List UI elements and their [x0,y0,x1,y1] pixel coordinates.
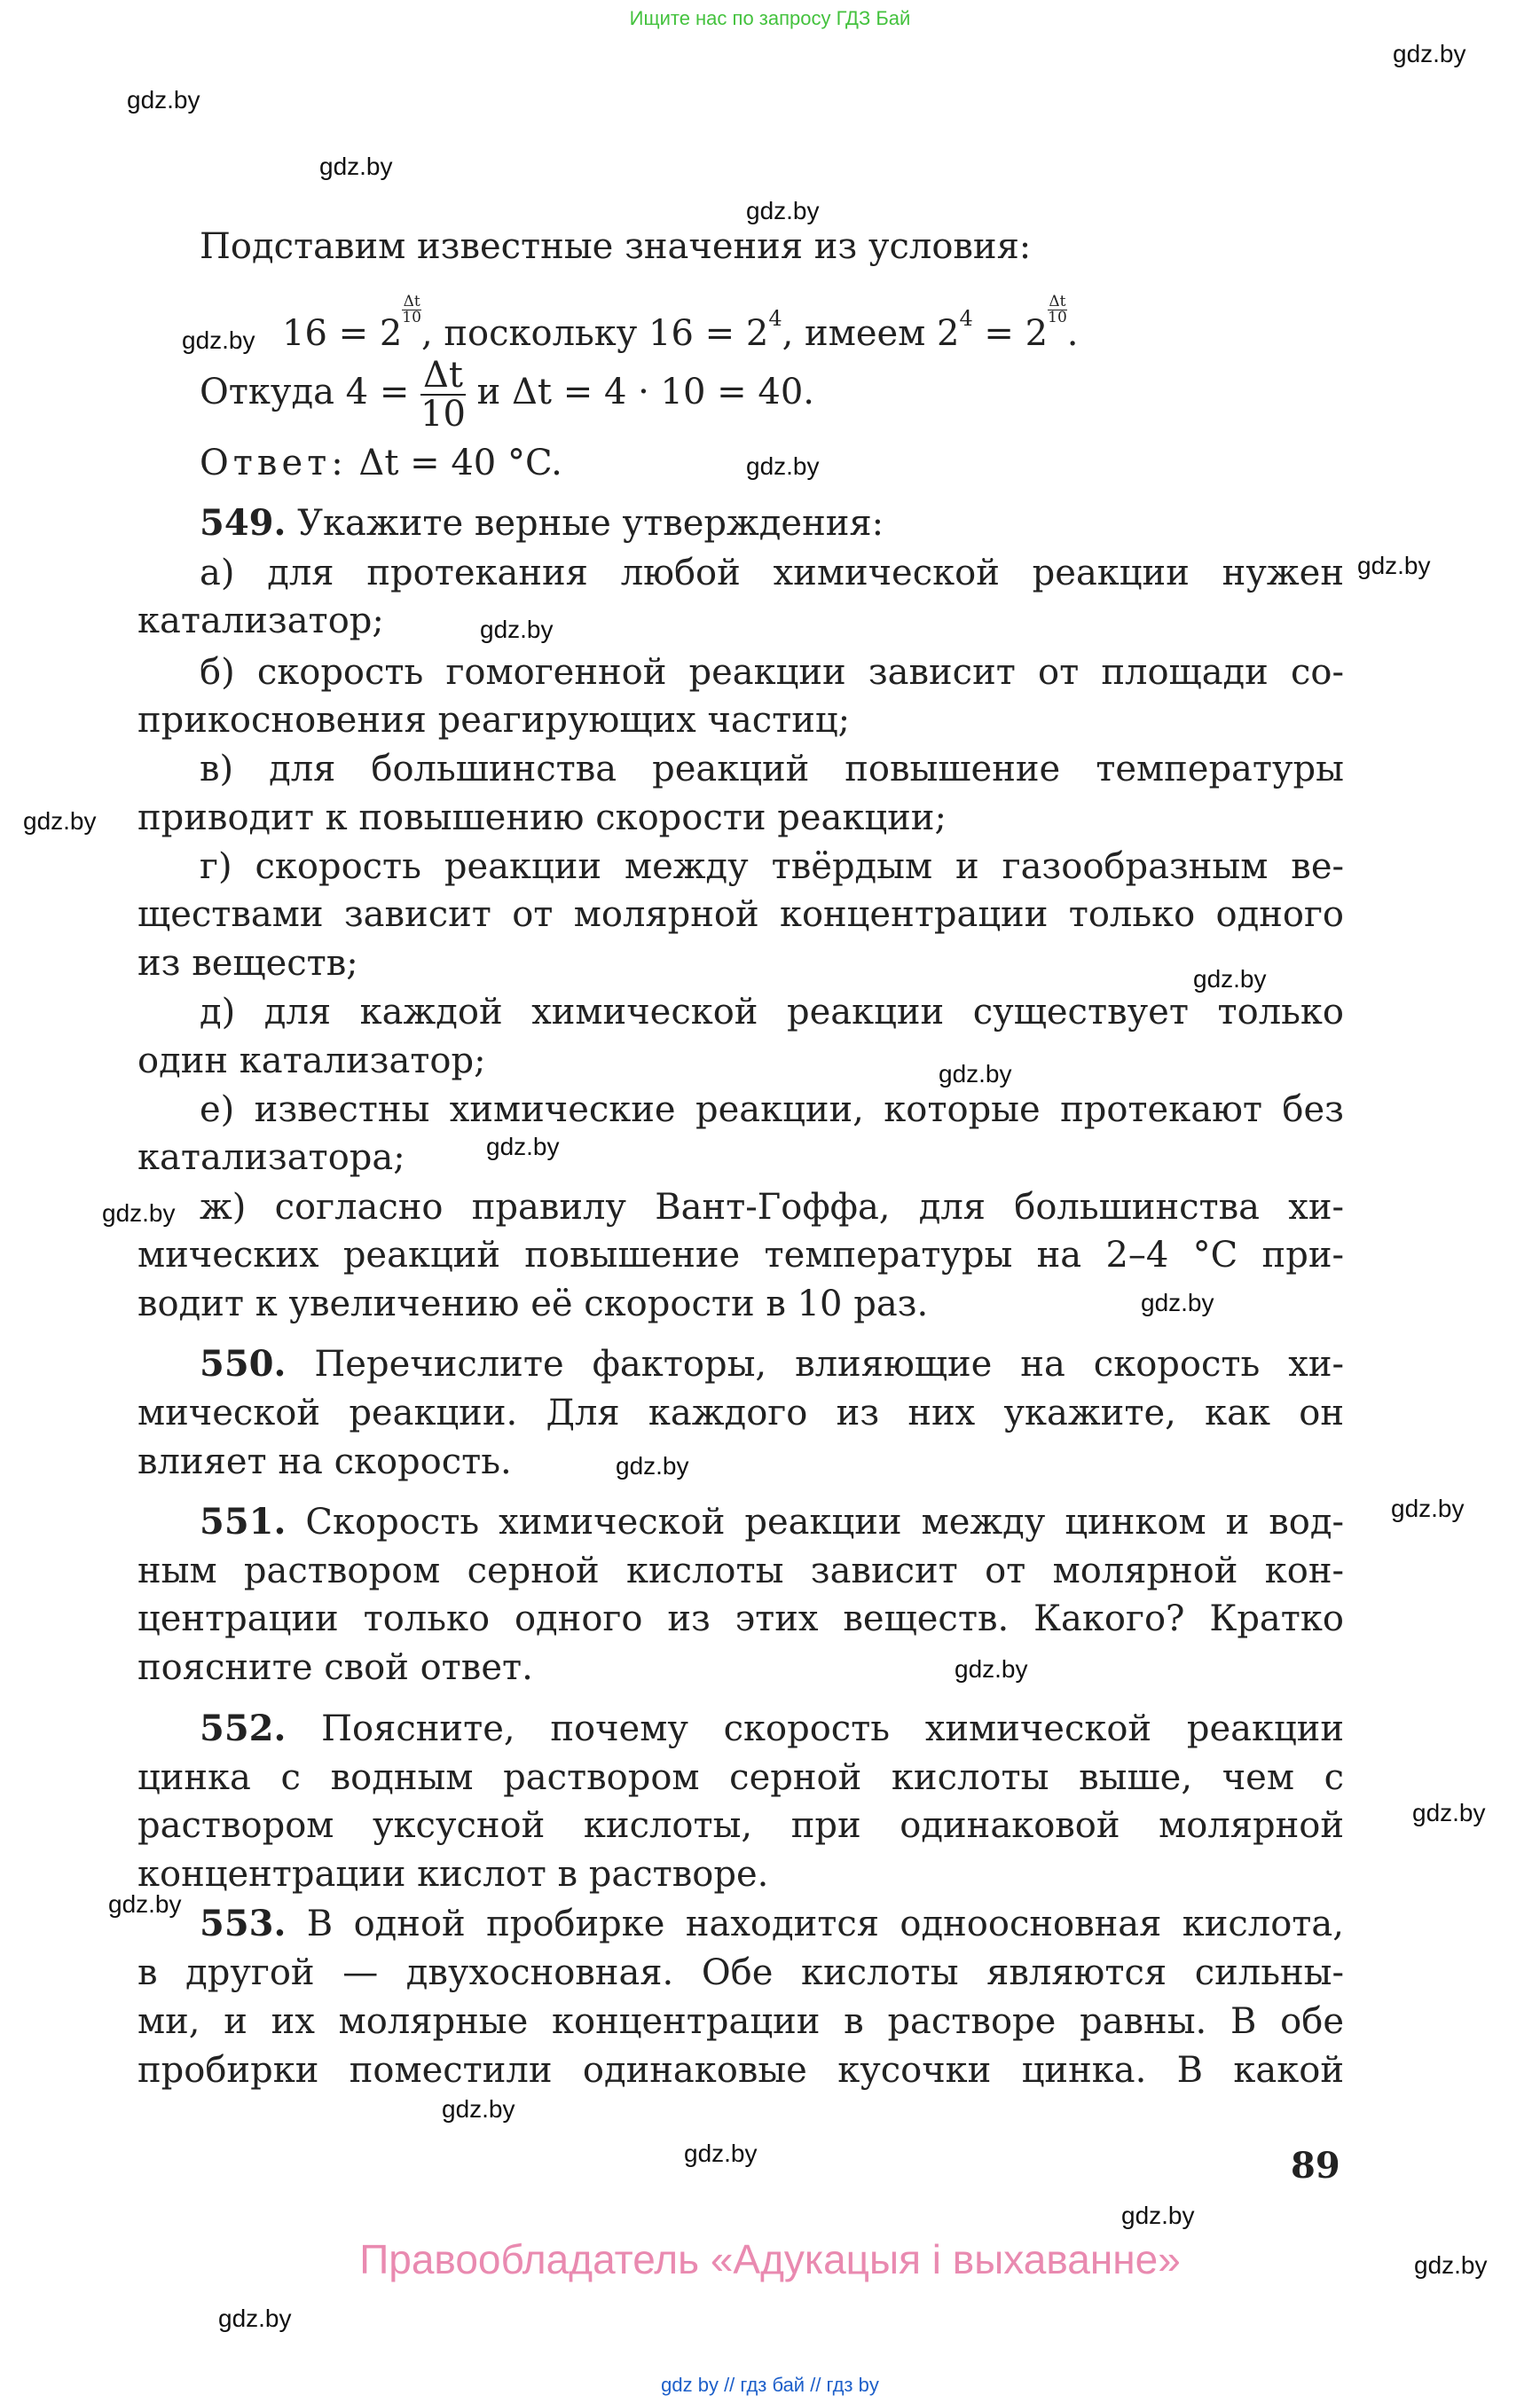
formula-part: , имеем 2 [782,313,960,354]
q551-line: поясните свой ответ. [138,1647,533,1688]
q553-first-line [200,1903,1344,1945]
watermark: gdz.by [1357,552,1431,579]
formula-line-2 [200,348,1344,436]
watermark: gdz.by [616,1452,689,1480]
question-text: Поясните, почему скорость химической реакции [286,1708,1344,1749]
formula-part: = 2 [972,313,1049,354]
watermark: gdz.by [939,1060,1012,1088]
answer-value: Δt = 40 °C. [347,443,562,483]
watermark: gdz.by [319,153,393,180]
watermark: gdz.by [1141,1289,1214,1316]
q552-line: раствором уксусной кислоты, при одинаковой молярной [138,1805,1344,1846]
watermark: gdz.by [182,326,255,354]
q549-line: в) для большинства реакций повышение температуры [200,749,1344,789]
copyright-notice: Правообладатель «Адукацыя і выхаванне» [359,2236,1181,2282]
q549-line: ж) согласно правилу Вант-Гоффа, для большинства хи- [200,1187,1344,1228]
watermark: gdz.by [1393,40,1466,67]
watermark: gdz.by [108,1890,182,1918]
watermark: gdz.by [102,1199,176,1227]
q549-line: д) для каждой химической реакции существует только [200,992,1344,1033]
question-text: Скорость химической реакции между цинком и вод- [286,1502,1344,1543]
fraction-numerator: Δt [420,357,466,396]
q550-line: влияет на скорость. [138,1441,512,1482]
q549-line: из веществ; [138,943,358,984]
q551-line: ным раствором серной кислоты зависит от молярной кон- [138,1551,1344,1591]
page-number: 89 [1291,2145,1340,2187]
question-title: Укажите верные утверждения: [286,503,884,544]
q549-line: приводит к повышению скорости реакции; [138,797,947,838]
question-number: 553. [200,1903,287,1944]
superscript-fraction [402,294,421,326]
q549-line: а) для протекания любой химической реакции нужен [200,553,1344,593]
fraction-denominator: 10 [420,394,466,435]
q551-line: центрации только одного из этих веществ. Какого? Кратко [138,1598,1344,1639]
fraction [420,357,466,433]
bottom-banner[interactable]: gdz by // гдз бай // гдз by [661,2374,879,2396]
question-number: 551. [200,1501,287,1543]
q551-first-line [200,1501,1344,1543]
q553-line: в другой — двухосновная. Обе кислоты являются сильны- [138,1952,1344,1993]
q549-line: один катализатор; [138,1041,486,1081]
q549-line: катализатора; [138,1137,405,1178]
sup-num: Δt [1049,293,1066,310]
sup-den: 10 [1048,309,1067,326]
q549-line: катализатор; [138,601,384,641]
q553-line: пробирки поместили одинаковые кусочки цинка. В какой [138,2050,1344,2091]
watermark: gdz.by [486,1133,560,1160]
q549-line: г) скорость реакции между твёрдым и газообразным ве- [200,846,1344,887]
q549-line: е) известны химические реакции, которые протекают без [200,1089,1344,1130]
q549-title [200,502,1344,545]
watermark: gdz.by [1414,2251,1488,2279]
watermark: gdz.by [684,2140,758,2167]
sup-num: Δt [403,293,420,310]
watermark: gdz.by [1193,965,1267,993]
q549-line: прикосновения реагирующих частиц; [138,700,851,741]
sup-den: 10 [402,309,421,326]
watermark: gdz.by [1412,1799,1486,1826]
answer-line [200,442,1344,484]
exponent: 4 [959,306,973,331]
formula-part: Откуда 4 = [200,372,421,412]
q552-line: концентрации кислот в растворе. [138,1854,769,1895]
q549-line: водит к увеличению её скорости в 10 раз. [138,1284,929,1324]
watermark: gdz.by [955,1655,1028,1683]
question-text: В одной пробирке находится одноосновная кислота, [286,1904,1344,1944]
watermark: gdz.by [480,616,554,643]
formula-part: , поскольку 16 = 2 [420,313,769,354]
top-banner[interactable]: Ищите нас по запросу ГДЗ Бай [629,7,911,29]
answer-label: Ответ: [200,443,348,483]
period: . [1066,313,1079,354]
watermark: gdz.by [1121,2202,1195,2229]
question-text: Перечислите факторы, влияющие на скорость хи- [286,1344,1344,1385]
question-number: 549. [200,502,287,544]
watermark: gdz.by [218,2305,292,2332]
formula-part: и Δt = 4 · 10 = 40. [465,372,814,412]
q549-line: ществами зависит от молярной концентрации только одного [138,894,1344,935]
q552-line: цинка с водным раствором серной кислоты выше, чем с [138,1757,1344,1798]
formula-intro: Подставим известные значения из условия: [200,226,1032,267]
q550-first-line [200,1343,1344,1386]
watermark: gdz.by [746,452,820,480]
formula-part: 16 = 2 [282,313,403,354]
q552-first-line [200,1708,1344,1750]
q550-line: мической реакции. Для каждого из них укажите, как он [138,1393,1344,1433]
watermark: gdz.by [1391,1495,1465,1522]
q553-line: ми, и их молярные концентрации в растворе равны. В обе [138,2001,1344,2042]
watermark: gdz.by [23,807,97,835]
watermark: gdz.by [442,2095,515,2123]
superscript-fraction [1048,294,1067,326]
q549-line: б) скорость гомогенной реакции зависит от площади со- [200,652,1344,693]
watermark: gdz.by [746,197,820,224]
question-number: 550. [200,1343,287,1385]
watermark: gdz.by [127,86,200,114]
exponent: 4 [768,306,782,331]
question-number: 552. [200,1708,287,1749]
q549-line: мических реакций повышение температуры на 2–4 °С при- [138,1235,1344,1276]
